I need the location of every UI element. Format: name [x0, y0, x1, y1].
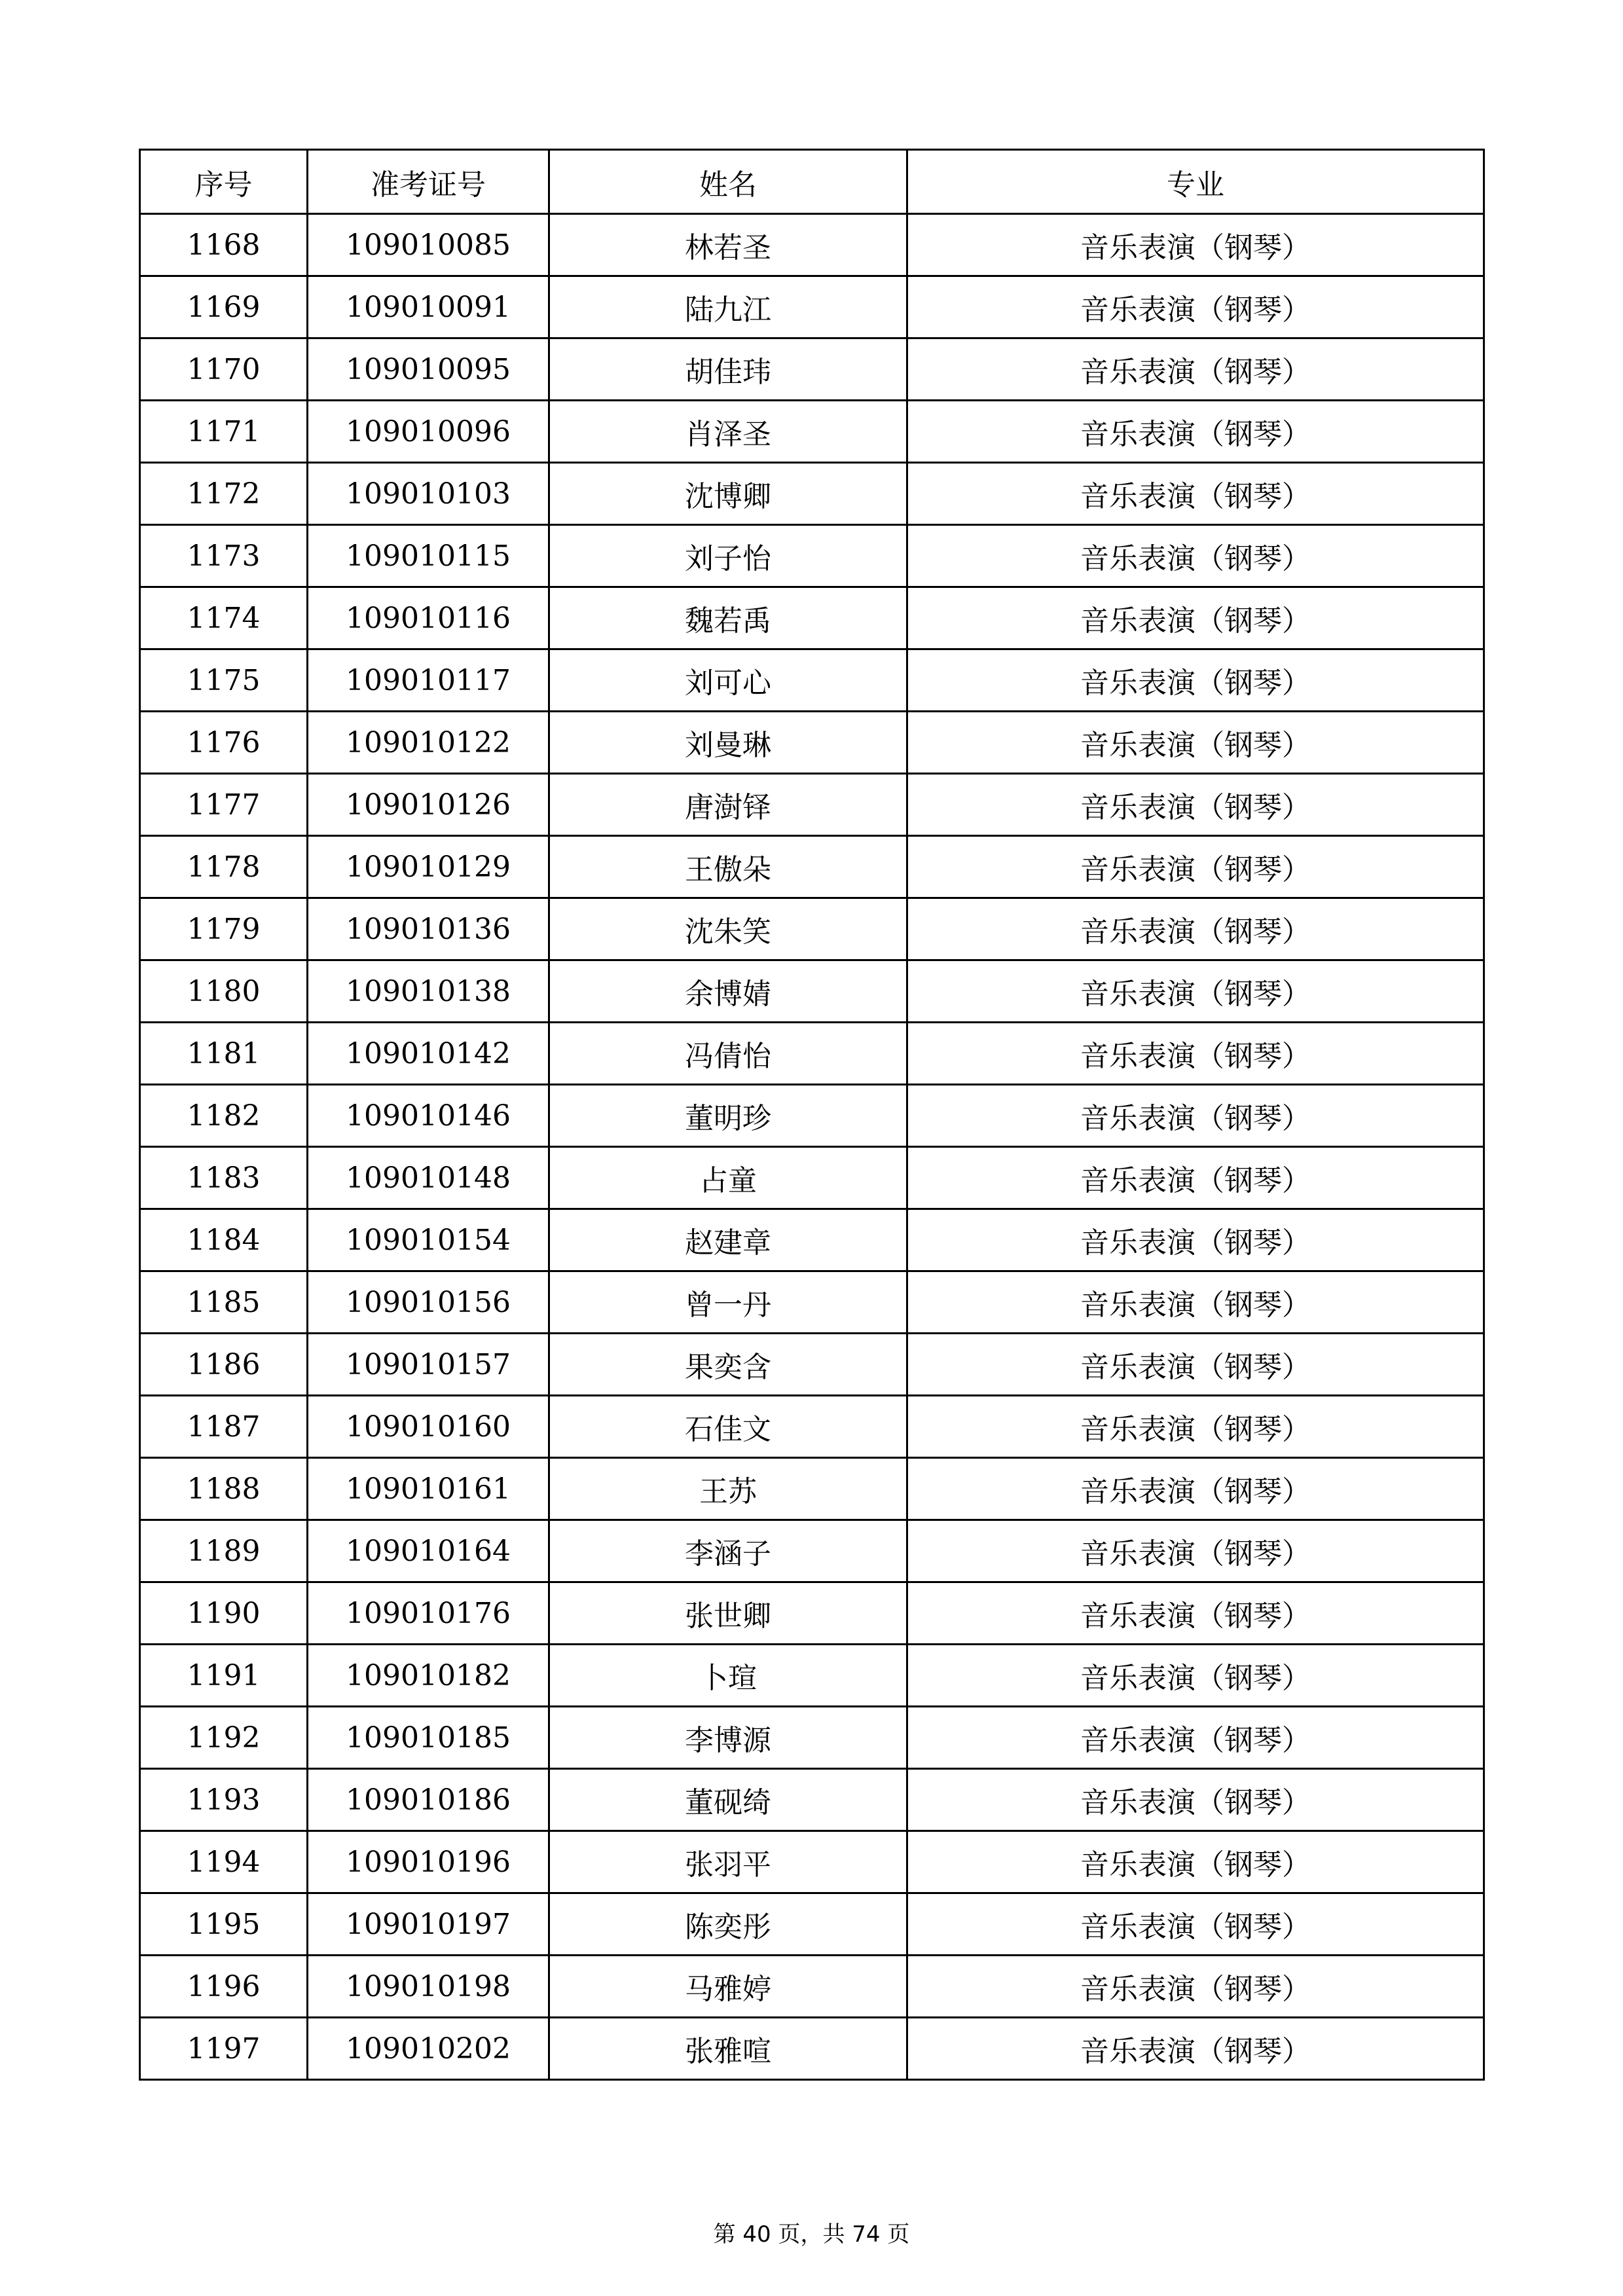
cell-major: 音乐表演（钢琴） — [907, 1396, 1484, 1458]
cell-seq: 1180 — [140, 960, 308, 1023]
cell-major: 音乐表演（钢琴） — [907, 712, 1484, 774]
cell-seq: 1196 — [140, 1956, 308, 2018]
cell-name: 李涵子 — [549, 1520, 907, 1582]
header-name: 姓名 — [549, 150, 907, 214]
cell-exam-id: 109010129 — [308, 836, 549, 898]
cell-major: 音乐表演（钢琴） — [907, 276, 1484, 338]
table-row — [140, 1023, 1484, 1085]
cell-exam-id: 109010091 — [308, 276, 549, 338]
header-seq: 序号 — [140, 150, 308, 214]
cell-seq: 1197 — [140, 2018, 308, 2080]
cell-seq: 1192 — [140, 1707, 308, 1769]
cell-seq: 1188 — [140, 1458, 308, 1520]
table-row — [140, 276, 1484, 338]
cell-major: 音乐表演（钢琴） — [907, 2018, 1484, 2080]
cell-exam-id: 109010096 — [308, 401, 549, 463]
table-row — [140, 649, 1484, 712]
cell-name: 石佳文 — [549, 1396, 907, 1458]
cell-seq: 1170 — [140, 338, 308, 401]
cell-name: 张世卿 — [549, 1582, 907, 1645]
cell-major: 音乐表演（钢琴） — [907, 1707, 1484, 1769]
table-row — [140, 1582, 1484, 1645]
table-row — [140, 1396, 1484, 1458]
cell-exam-id: 109010160 — [308, 1396, 549, 1458]
table-row — [140, 463, 1484, 525]
cell-exam-id: 109010154 — [308, 1209, 549, 1271]
cell-seq: 1187 — [140, 1396, 308, 1458]
cell-name: 沈博卿 — [549, 463, 907, 525]
cell-seq: 1190 — [140, 1582, 308, 1645]
cell-exam-id: 109010197 — [308, 1893, 549, 1956]
cell-name: 张羽平 — [549, 1831, 907, 1893]
cell-major: 音乐表演（钢琴） — [907, 898, 1484, 960]
cell-exam-id: 109010103 — [308, 463, 549, 525]
table-row — [140, 1085, 1484, 1147]
table-row — [140, 1645, 1484, 1707]
cell-seq: 1181 — [140, 1023, 308, 1085]
cell-exam-id: 109010126 — [308, 774, 549, 836]
table-row — [140, 1893, 1484, 1956]
cell-exam-id: 109010095 — [308, 338, 549, 401]
cell-major: 音乐表演（钢琴） — [907, 214, 1484, 276]
cell-name: 陆九江 — [549, 276, 907, 338]
cell-exam-id: 109010156 — [308, 1271, 549, 1334]
cell-major: 音乐表演（钢琴） — [907, 1334, 1484, 1396]
cell-name: 曾一丹 — [549, 1271, 907, 1334]
cell-seq: 1177 — [140, 774, 308, 836]
cell-name: 李博源 — [549, 1707, 907, 1769]
header-major: 专业 — [907, 150, 1484, 214]
table-row — [140, 774, 1484, 836]
cell-seq: 1182 — [140, 1085, 308, 1147]
cell-name: 刘曼琳 — [549, 712, 907, 774]
table-row — [140, 1769, 1484, 1831]
cell-name: 沈朱笑 — [549, 898, 907, 960]
cell-major: 音乐表演（钢琴） — [907, 836, 1484, 898]
table-row — [140, 401, 1484, 463]
cell-seq: 1194 — [140, 1831, 308, 1893]
table-row — [140, 1147, 1484, 1209]
table-row — [140, 1209, 1484, 1271]
table-row — [140, 1520, 1484, 1582]
table-row — [140, 587, 1484, 649]
cell-name: 冯倩怡 — [549, 1023, 907, 1085]
cell-major: 音乐表演（钢琴） — [907, 1645, 1484, 1707]
cell-name: 马雅婷 — [549, 1956, 907, 2018]
table-row — [140, 1831, 1484, 1893]
table-row — [140, 1334, 1484, 1396]
cell-exam-id: 109010182 — [308, 1645, 549, 1707]
cell-name: 王傲朵 — [549, 836, 907, 898]
cell-major: 音乐表演（钢琴） — [907, 774, 1484, 836]
cell-major: 音乐表演（钢琴） — [907, 463, 1484, 525]
table-row — [140, 1956, 1484, 2018]
cell-major: 音乐表演（钢琴） — [907, 1956, 1484, 2018]
cell-seq: 1186 — [140, 1334, 308, 1396]
cell-exam-id: 109010085 — [308, 214, 549, 276]
cell-seq: 1171 — [140, 401, 308, 463]
table-row — [140, 712, 1484, 774]
cell-major: 音乐表演（钢琴） — [907, 1271, 1484, 1334]
cell-seq: 1195 — [140, 1893, 308, 1956]
cell-seq: 1183 — [140, 1147, 308, 1209]
cell-name: 余博婧 — [549, 960, 907, 1023]
cell-name: 刘子怡 — [549, 525, 907, 587]
cell-exam-id: 109010198 — [308, 1956, 549, 2018]
cell-exam-id: 109010157 — [308, 1334, 549, 1396]
cell-exam-id: 109010176 — [308, 1582, 549, 1645]
cell-major: 音乐表演（钢琴） — [907, 649, 1484, 712]
cell-major: 音乐表演（钢琴） — [907, 1147, 1484, 1209]
cell-seq: 1178 — [140, 836, 308, 898]
table-header-row — [140, 150, 1484, 214]
cell-name: 卜瑄 — [549, 1645, 907, 1707]
cell-exam-id: 109010142 — [308, 1023, 549, 1085]
cell-name: 果奕含 — [549, 1334, 907, 1396]
cell-seq: 1169 — [140, 276, 308, 338]
cell-major: 音乐表演（钢琴） — [907, 338, 1484, 401]
table-row — [140, 2018, 1484, 2080]
cell-seq: 1176 — [140, 712, 308, 774]
cell-seq: 1179 — [140, 898, 308, 960]
cell-exam-id: 109010164 — [308, 1520, 549, 1582]
header-exam-id: 准考证号 — [308, 150, 549, 214]
cell-exam-id: 109010138 — [308, 960, 549, 1023]
cell-exam-id: 109010148 — [308, 1147, 549, 1209]
cell-seq: 1185 — [140, 1271, 308, 1334]
table-row — [140, 1707, 1484, 1769]
cell-exam-id: 109010186 — [308, 1769, 549, 1831]
cell-name: 魏若禹 — [549, 587, 907, 649]
cell-major: 音乐表演（钢琴） — [907, 1893, 1484, 1956]
table-row — [140, 1271, 1484, 1334]
cell-seq: 1191 — [140, 1645, 308, 1707]
cell-name: 胡佳玮 — [549, 338, 907, 401]
cell-name: 董砚绮 — [549, 1769, 907, 1831]
cell-name: 张雅喧 — [549, 2018, 907, 2080]
cell-major: 音乐表演（钢琴） — [907, 401, 1484, 463]
cell-seq: 1189 — [140, 1520, 308, 1582]
cell-exam-id: 109010122 — [308, 712, 549, 774]
cell-exam-id: 109010196 — [308, 1831, 549, 1893]
cell-major: 音乐表演（钢琴） — [907, 1209, 1484, 1271]
cell-seq: 1175 — [140, 649, 308, 712]
table-row — [140, 525, 1484, 587]
cell-name: 王苏 — [549, 1458, 907, 1520]
cell-name: 陈奕彤 — [549, 1893, 907, 1956]
cell-major: 音乐表演（钢琴） — [907, 1458, 1484, 1520]
cell-seq: 1184 — [140, 1209, 308, 1271]
cell-exam-id: 109010116 — [308, 587, 549, 649]
table-row — [140, 1458, 1484, 1520]
cell-major: 音乐表演（钢琴） — [907, 960, 1484, 1023]
table-row — [140, 836, 1484, 898]
cell-major: 音乐表演（钢琴） — [907, 1085, 1484, 1147]
cell-name: 刘可心 — [549, 649, 907, 712]
cell-name: 赵建章 — [549, 1209, 907, 1271]
cell-exam-id: 109010202 — [308, 2018, 549, 2080]
cell-name: 占童 — [549, 1147, 907, 1209]
cell-name: 董明珍 — [549, 1085, 907, 1147]
cell-exam-id: 109010115 — [308, 525, 549, 587]
cell-major: 音乐表演（钢琴） — [907, 1520, 1484, 1582]
table-row — [140, 960, 1484, 1023]
cell-exam-id: 109010117 — [308, 649, 549, 712]
cell-major: 音乐表演（钢琴） — [907, 1582, 1484, 1645]
admission-list-table — [139, 149, 1485, 2081]
cell-major: 音乐表演（钢琴） — [907, 587, 1484, 649]
cell-name: 唐澍铎 — [549, 774, 907, 836]
cell-major: 音乐表演（钢琴） — [907, 525, 1484, 587]
cell-exam-id: 109010136 — [308, 898, 549, 960]
cell-seq: 1168 — [140, 214, 308, 276]
cell-name: 肖泽圣 — [549, 401, 907, 463]
cell-major: 音乐表演（钢琴） — [907, 1769, 1484, 1831]
cell-exam-id: 109010161 — [308, 1458, 549, 1520]
table-row — [140, 338, 1484, 401]
cell-name: 林若圣 — [549, 214, 907, 276]
cell-seq: 1193 — [140, 1769, 308, 1831]
cell-exam-id: 109010146 — [308, 1085, 549, 1147]
cell-seq: 1172 — [140, 463, 308, 525]
cell-seq: 1173 — [140, 525, 308, 587]
table-row — [140, 214, 1484, 276]
cell-exam-id: 109010185 — [308, 1707, 549, 1769]
table-row — [140, 898, 1484, 960]
cell-major: 音乐表演（钢琴） — [907, 1023, 1484, 1085]
cell-seq: 1174 — [140, 587, 308, 649]
page-footer: 第 40 页，共 74 页 — [713, 2221, 910, 2248]
cell-major: 音乐表演（钢琴） — [907, 1831, 1484, 1893]
